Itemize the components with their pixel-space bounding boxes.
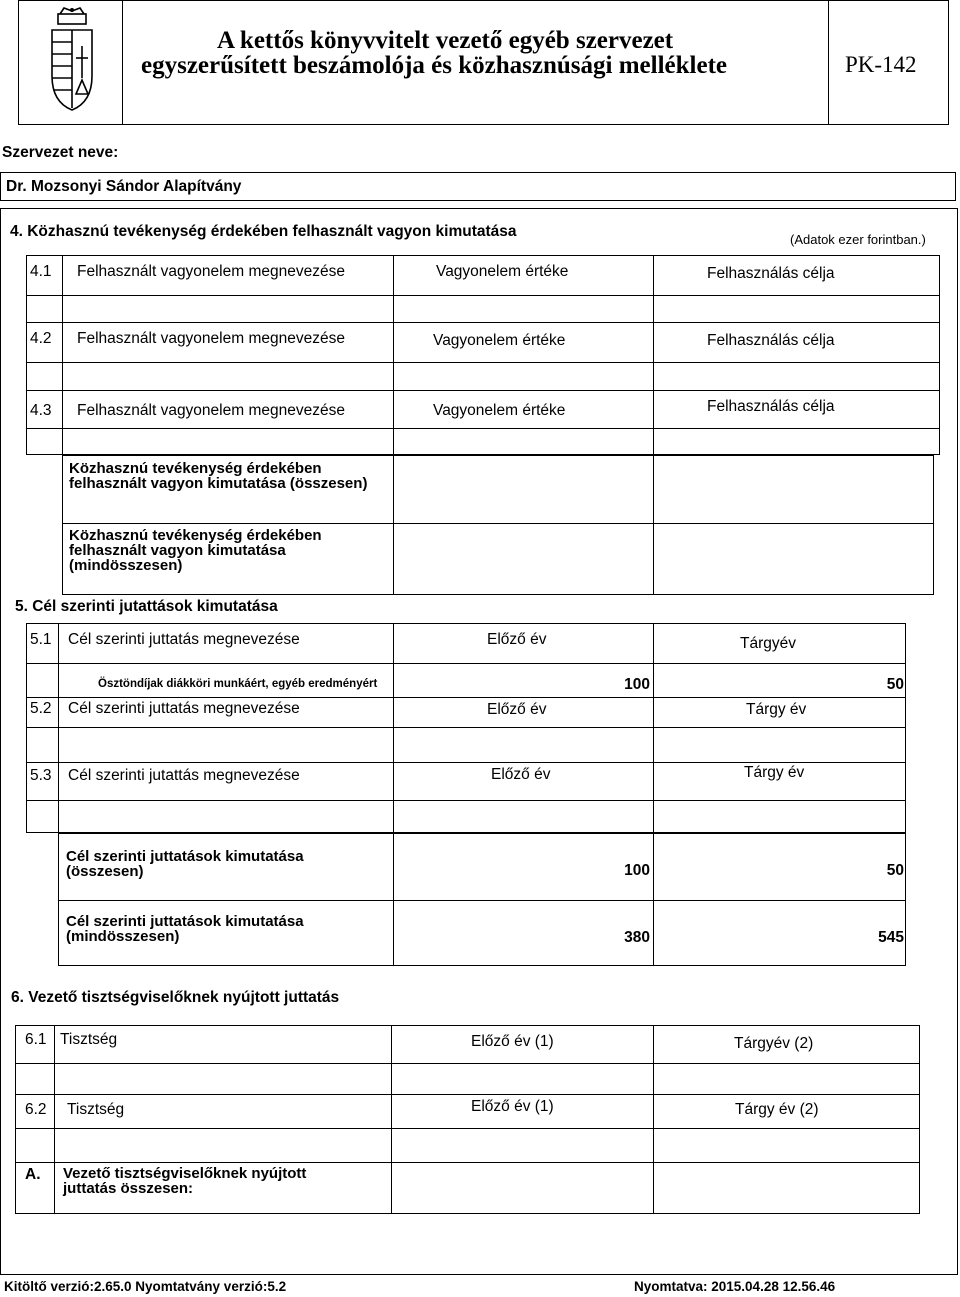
header-divider-right (828, 0, 829, 125)
row-4-2-col2: Vagyonelem értéke (433, 332, 566, 349)
header-title-line1: A kettős könyvvitelt vezető egyéb szervezet (217, 27, 674, 54)
row-6-2-col3: Tárgy év (2) (735, 1101, 819, 1118)
section5-grand-total-curr: 545 (878, 929, 904, 946)
section4-total-label: Közhasznú tevékenység érdekében felhasznált vagyon kimutatása (összesen) (69, 460, 368, 492)
row-6-1-col1: Tisztség (60, 1031, 118, 1048)
footer-printed: Nyomtatva: 2015.04.28 12.56.46 (634, 1279, 836, 1294)
row-6-1-col2: Előző év (1) (471, 1033, 554, 1050)
row-4-3-col2: Vagyonelem értéke (433, 402, 566, 419)
row-5-1-col2: Előző év (487, 631, 547, 648)
section4-unit-note: (Adatok ezer forintban.) (790, 232, 926, 247)
section5-title: 5. Cél szerinti jutattások kimutatása (15, 598, 278, 615)
row-6-total-label: Vezető tisztségviselőknek nyújtott juttatás összesen: (63, 1165, 307, 1197)
section4-table (26, 255, 940, 455)
row-5-2-col3: Tárgy év (746, 701, 807, 718)
section5-total-label: Cél szerinti juttatások kimutatása (összesen) (66, 848, 304, 880)
row-4-2-col1: Felhasznált vagyonelem megnevezése (77, 330, 345, 347)
row-5-1-col3: Tárgyév (740, 635, 796, 652)
row-4-3-num: 4.3 (30, 402, 52, 419)
section5-grand-total-label: Cél szerinti juttatások kimutatása (mindösszesen) (66, 913, 304, 945)
row-5-3-col1: Cél szerinti jutattás megnevezése (68, 767, 300, 784)
row-5-3-col2: Előző év (491, 766, 551, 783)
row-6-2-num: 6.2 (25, 1101, 47, 1118)
row-6-2-col1: Tisztség (67, 1101, 125, 1118)
row-5-item-prev: 100 (624, 676, 650, 693)
section5-grand-total-prev: 380 (624, 929, 650, 946)
section5-table (26, 623, 906, 833)
header-divider-left (122, 0, 123, 125)
organization-label: Szervezet neve: (2, 144, 119, 161)
row-5-3-num: 5.3 (30, 767, 52, 784)
row-5-1-col1: Cél szerinti juttatás megnevezése (68, 631, 300, 648)
row-4-1-col1: Felhasznált vagyonelem megnevezése (77, 263, 345, 280)
section6-title: 6. Vezető tisztségviselőknek nyújtott juttatás (11, 989, 340, 1006)
row-5-2-num: 5.2 (30, 700, 52, 717)
row-6-total-num: A. (25, 1166, 41, 1183)
row-6-1-num: 6.1 (25, 1031, 47, 1048)
row-5-2-col1: Cél szerinti juttatás megnevezése (68, 700, 300, 717)
row-5-2-col2: Előző év (487, 701, 547, 718)
row-4-3-col1: Felhasznált vagyonelem megnevezése (77, 402, 345, 419)
section4-grand-total-label: Közhasznú tevékenység érdekében felhasznált vagyon kimutatása (mindösszesen) (69, 527, 322, 574)
row-6-2-col2: Előző év (1) (471, 1098, 554, 1115)
row-4-2-col3: Felhasználás célja (707, 332, 835, 349)
header-title-line2: egyszerűsített beszámolója és közhasznúsági melléklete (141, 52, 727, 79)
row-4-1-col2: Vagyonelem értéke (436, 263, 569, 280)
row-5-3-col3: Tárgy év (744, 764, 805, 781)
section4-title: 4. Közhasznú tevékenység érdekében felhasznált vagyon kimutatása (10, 223, 517, 240)
row-4-1-col3: Felhasználás célja (707, 265, 835, 282)
row-5-item-name: Ösztöndíjak diákköri munkáért, egyéb eredményért (98, 678, 378, 690)
section5-total-prev: 100 (624, 862, 650, 879)
row-5-item-curr: 50 (886, 676, 904, 693)
row-5-1-num: 5.1 (30, 631, 52, 648)
organization-name: Dr. Mozsonyi Sándor Alapítvány (6, 178, 242, 195)
row-4-2-num: 4.2 (30, 330, 52, 347)
row-4-1-num: 4.1 (30, 263, 52, 280)
section5-total-curr: 50 (886, 862, 904, 879)
footer-version: Kitöltő verzió:2.65.0 Nyomtatvány verzió:5.2 (4, 1279, 287, 1294)
coat-of-arms-icon (38, 6, 106, 116)
row-4-3-col3: Felhasználás célja (707, 398, 835, 415)
row-6-1-col3: Tárgyév (2) (734, 1035, 814, 1052)
form-code: PK-142 (845, 52, 917, 77)
